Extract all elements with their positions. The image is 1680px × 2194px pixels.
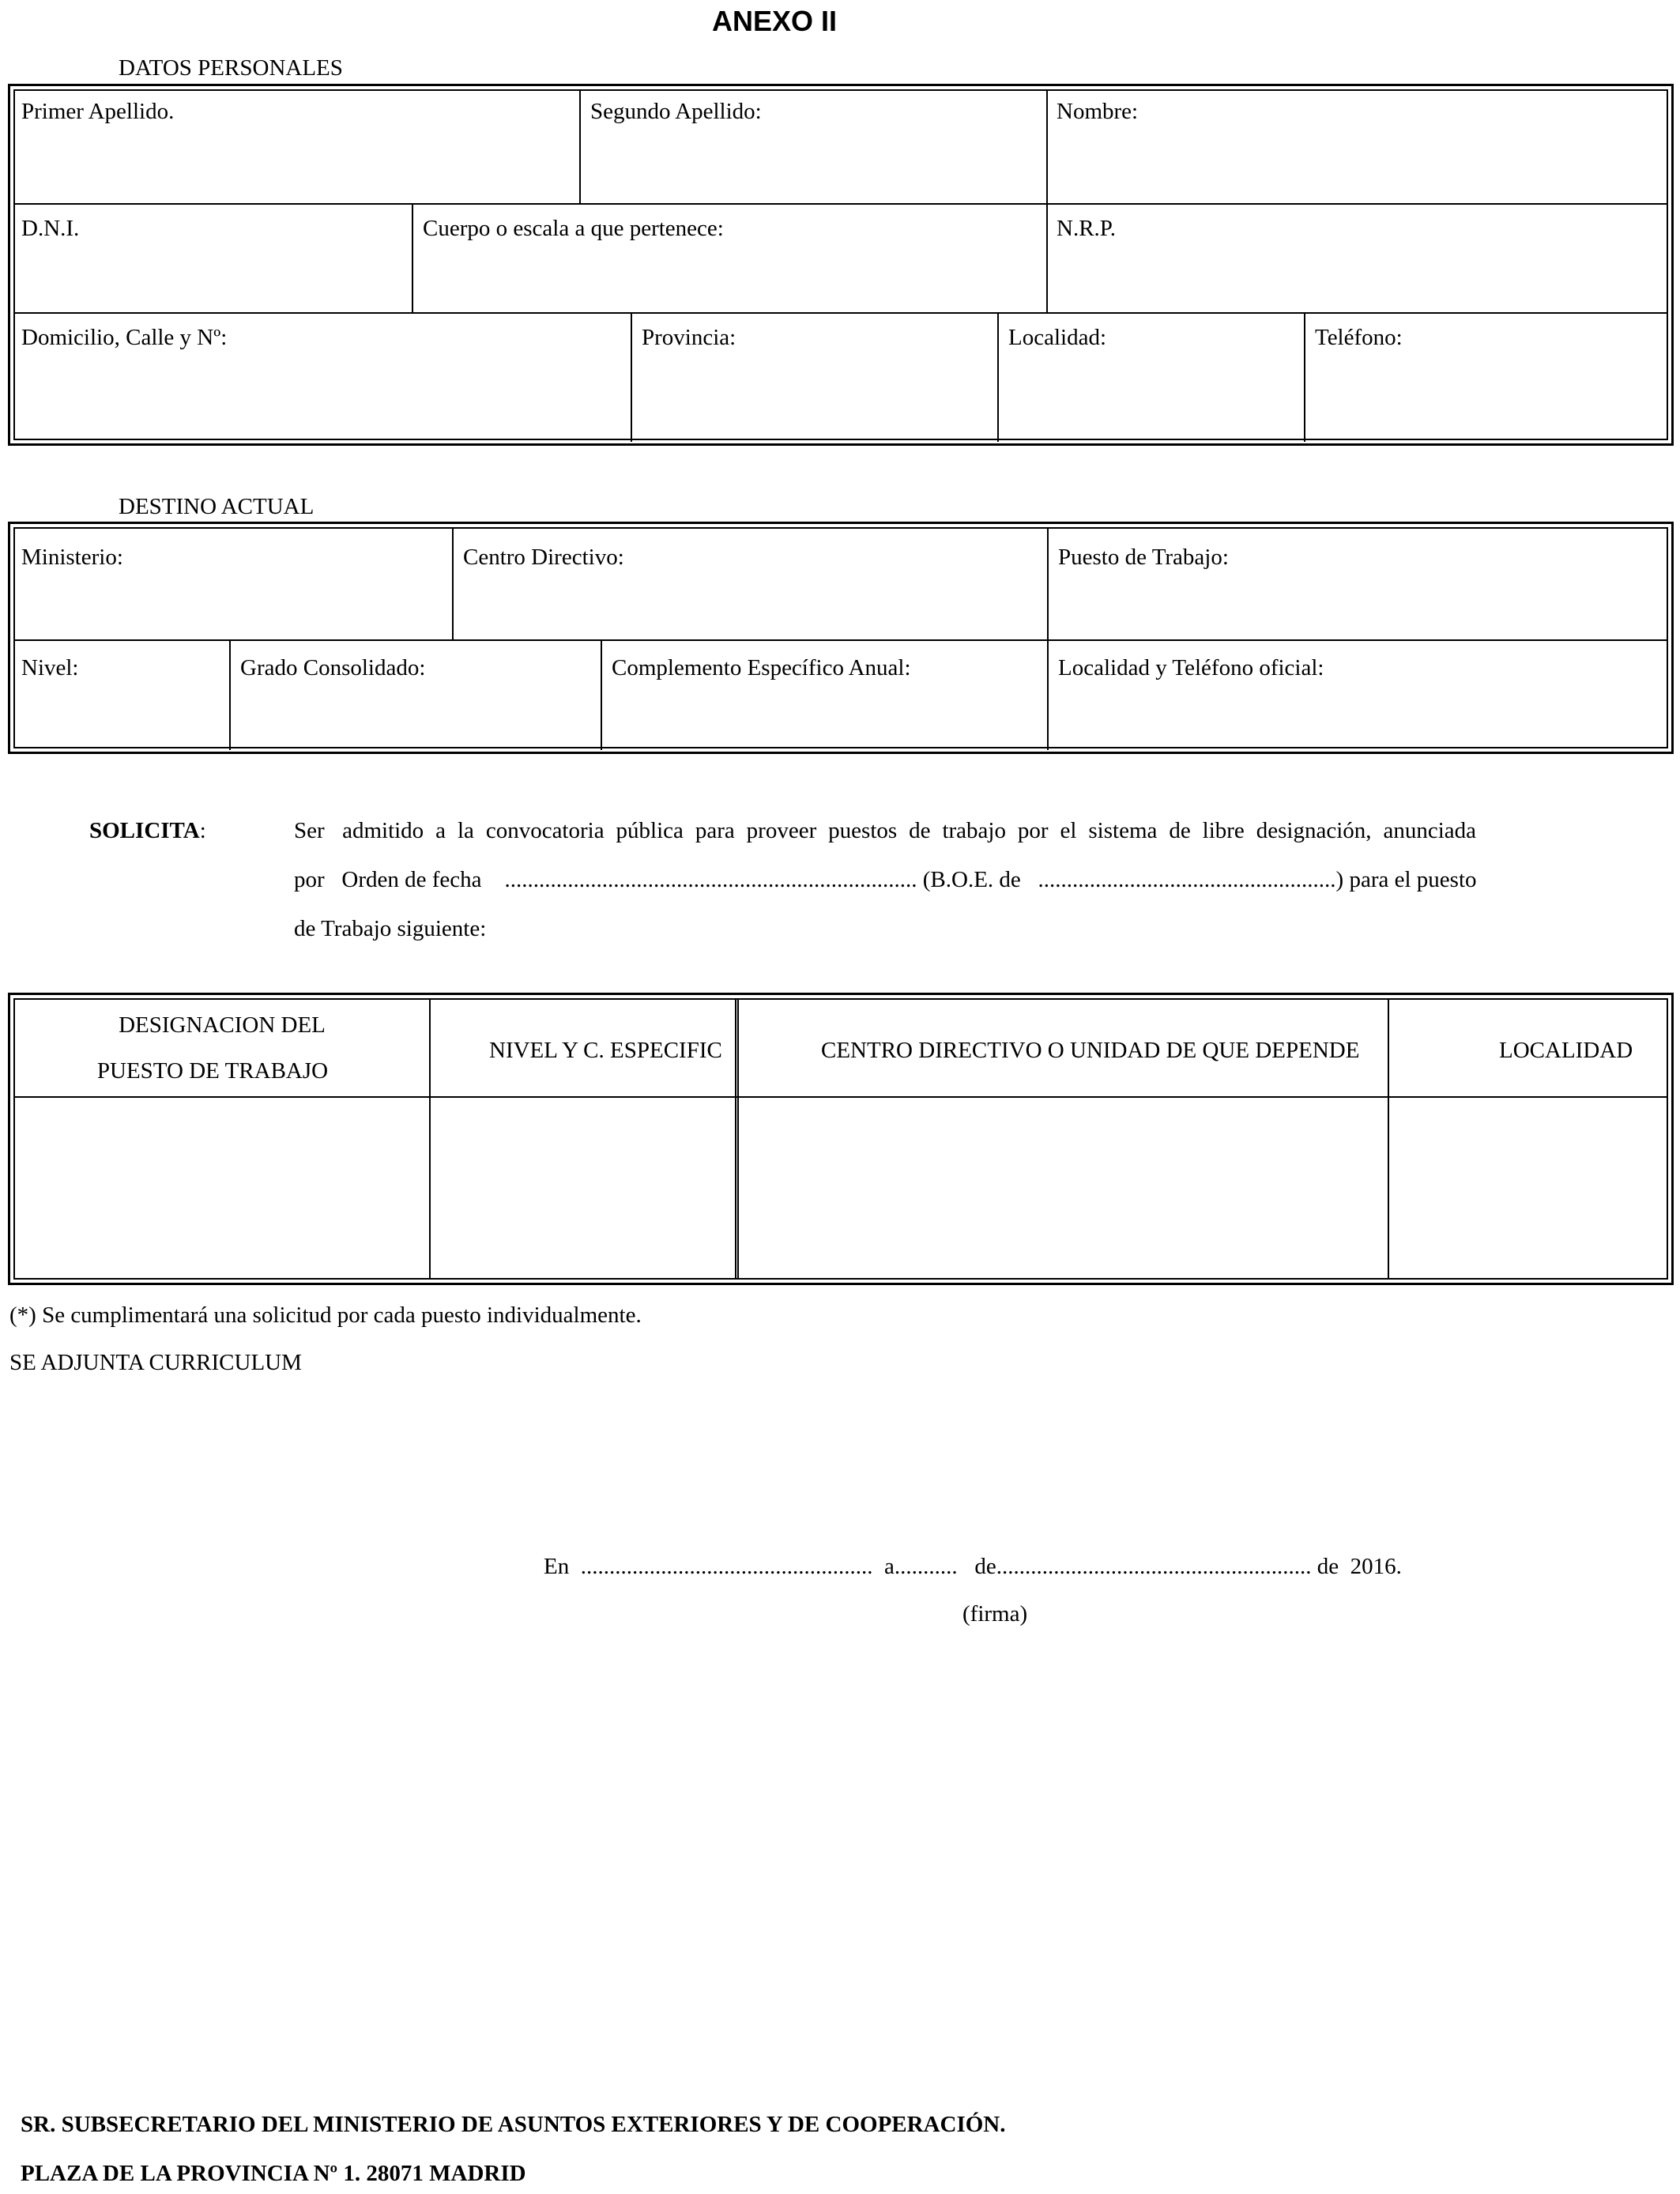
telefono-field[interactable]: Teléfono:: [1315, 325, 1403, 350]
centro-directivo-field[interactable]: Centro Directivo:: [463, 545, 624, 570]
note-text: (*) Se cumplimentará una solicitud por cada puesto individualmente.: [9, 1302, 642, 1328]
signature-place-date[interactable]: En ................................................... a........... de....................................................... de 2016.: [544, 1554, 1402, 1579]
provincia-field[interactable]: Provincia:: [642, 325, 736, 350]
col-localidad-header: LOCALIDAD: [1499, 1038, 1633, 1063]
localidad-telefono-oficial-field[interactable]: Localidad y Teléfono oficial:: [1058, 655, 1324, 680]
nivel-field[interactable]: Nivel:: [21, 655, 79, 680]
col-centro-directivo-header: CENTRO DIRECTIVO O UNIDAD DE QUE DEPENDE: [821, 1038, 1360, 1063]
addressee-line: SR. SUBSECRETARIO DEL MINISTERIO DE ASUNTOS EXTERIORES Y DE COOPERACIÓN.: [21, 2112, 1006, 2137]
destino-actual-heading: DESTINO ACTUAL: [119, 494, 315, 519]
centro-directivo-input-cell[interactable]: [740, 1099, 1384, 1281]
puestos-table: [8, 993, 1674, 1285]
col-designacion-header-line2: PUESTO DE TRABAJO: [96, 1058, 329, 1084]
puesto-trabajo-field[interactable]: Puesto de Trabajo:: [1058, 545, 1229, 570]
designacion-input-cell[interactable]: [18, 1099, 426, 1281]
datos-personales-heading: DATOS PERSONALES: [119, 55, 343, 81]
complemento-especifico-field[interactable]: Complemento Específico Anual:: [612, 655, 911, 680]
col-designacion-header: DESIGNACION DEL: [119, 1012, 326, 1038]
primer-apellido-field[interactable]: Primer Apellido.: [21, 99, 175, 124]
col-nivel-header: NIVEL Y C. ESPECIFIC: [489, 1038, 722, 1063]
cuerpo-escala-field[interactable]: Cuerpo o escala a que pertenece:: [423, 216, 724, 241]
domicilio-field[interactable]: Domicilio, Calle y Nº:: [21, 325, 228, 350]
nivel-input-cell[interactable]: [434, 1099, 733, 1281]
ministerio-field[interactable]: Ministerio:: [21, 545, 123, 570]
solicita-line-3: de Trabajo siguiente:: [294, 916, 487, 941]
solicita-line-2: por Orden de fecha ........................................................................ (B.O.E. de ....................................................) para el puesto: [294, 867, 1477, 892]
localidad-input-cell[interactable]: [1391, 1099, 1667, 1281]
document-title: ANEXO II: [711, 5, 838, 37]
firma-label: (firma): [962, 1601, 1028, 1627]
segundo-apellido-field[interactable]: Segundo Apellido:: [590, 99, 762, 124]
adjunta-curriculum-text: SE ADJUNTA CURRICULUM: [9, 1350, 302, 1375]
datos-personales-table: [8, 84, 1674, 446]
solicita-text: [294, 806, 1476, 953]
grado-consolidado-field[interactable]: Grado Consolidado:: [240, 655, 426, 680]
solicita-label: SOLICITA:: [89, 818, 206, 843]
nombre-field[interactable]: Nombre:: [1057, 99, 1139, 124]
dni-field[interactable]: D.N.I.: [21, 216, 80, 241]
solicita-line-1: Ser admitido a la convocatoria pública para proveer puestos de trabajo por el sistema de libre designación, anunciada: [294, 818, 1476, 843]
address-line: PLAZA DE LA PROVINCIA Nº 1. 28071 MADRID: [21, 2161, 526, 2186]
nrp-field[interactable]: N.R.P.: [1057, 216, 1116, 241]
destino-actual-table: [8, 522, 1674, 754]
localidad-field[interactable]: Localidad:: [1008, 325, 1107, 350]
